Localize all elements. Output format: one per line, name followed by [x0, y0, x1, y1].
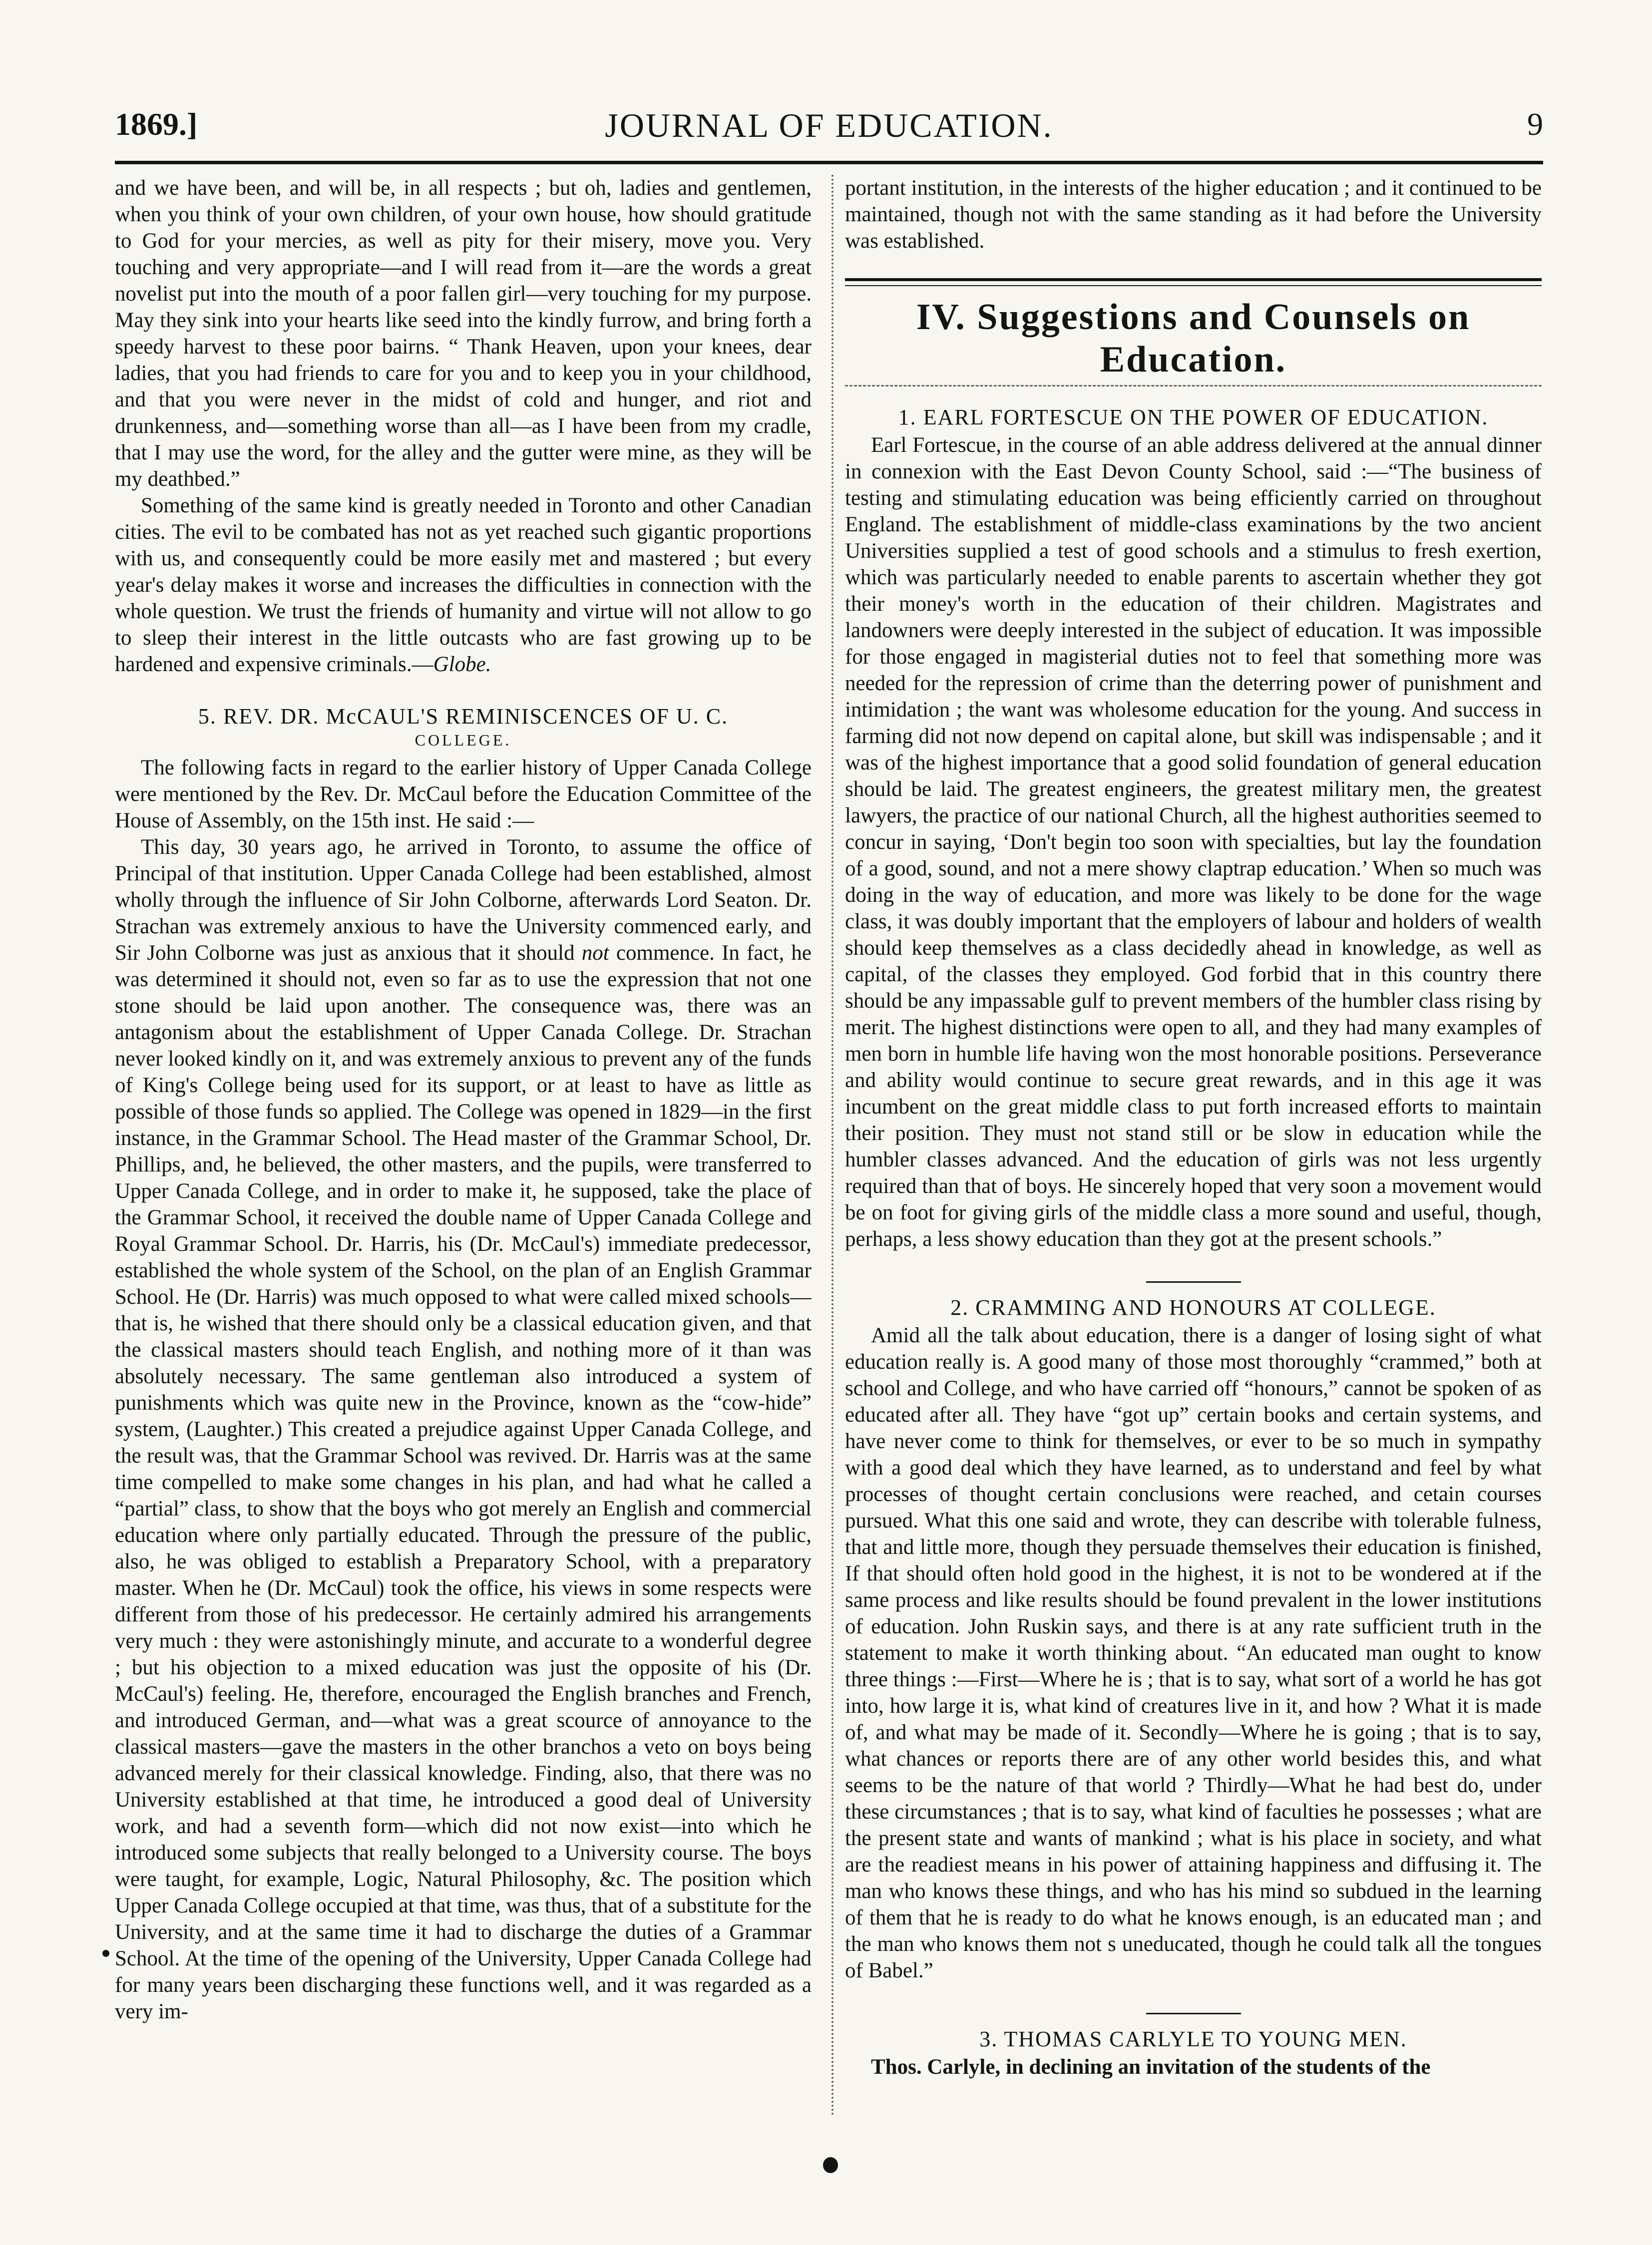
paragraph-fortescue: Earl Fortescue, in the course of an able address delivered at the annual dinner in connexion with the East Devon County School, said :—“The business of testing and stimulating education was being efficiently carried on throughout England. The establishment of middle-class examinations by the two ancient Universities supplied a test of good schools and a stimulus to fresh exertion, which was particularly needed to enable parents to ascertain whether they got their money's worth in the education of their children. Magistrates and landowners were deeply interested in the subject of education. It was impossible for those engaged in magisterial duties not to feel that something more was needed for the repression of crime than the deterring power of punishment and intimidation ; the want was wholesome education for the young. And success in farming did not now depend on capital alone, but skill was indispensable ; and it was of the highest importance that a good solid foundation of general education should be laid. The greatest engineers, the greatest military men, the greatest lawyers, the practice of our national Church, all the highest authorities seemed to concur in saying, ‘Don't begin too soon with specialties, but lay the foundation of a good, sound, and not a mere showy claptrap education.’ When so much was doing in the way of education, and more was likely to be done for the wage class, it was doubly important that the employers of labour and holders of wealth should keep themselves as a class decidedly ahead in knowledge, as well as capital, of the classes they employed. God forbid that in this country there should be any impassable gulf to prevent members of the humbler class rising by merit. The highest distinctions were open to all, and they had many examples of men born in humble life having won the most honorable positions. Perseverance and ability would continue to secure great rewards, and in this age it was incumbent on the great middle class to put forth increased efforts to maintain their position. They must not stand still or be slow in education while the humbler classes advanced. And the education of girls was not less urgently required than that of boys. He sincerely hoped that very soon a movement would be on foot for giving girls of the middle class a more sound and useful, though, perhaps, a less showy education than they got at the present schools.” — [845, 433, 1542, 1251]
emphasis-not: not — [581, 941, 609, 965]
section-5-subtitle: COLLEGE. — [414, 731, 512, 749]
paragraph-mccaul-intro: The following facts in regard to the earlier history of Upper Canada College were mentioned by the Rev. Dr. McCaul before the Education Committee of the House of Assembly, on the 15th inst. He said :— — [115, 756, 812, 832]
paragraph-cramming: Amid all the talk about education, there is a danger of losing sight of what education really is. A good many of those most thoroughly “crammed,” both at school and College, and who have carried off “honours,” cannot be spoken of as educated after all. They have “got up” certain books and certain systems, and have never come to think for themselves, or ever to be so much in sympathy with a good deal which they have learned, as to understand and feel by what processes of thought certain conclusions were reached, and cetain courses pursued. What this one said and wrote, they can describe with tolerable fulness, that and little more, though they persuade themselves their education is finished, If that should often hold good in the highest, it is not to be wondered at if the same process and like results should be found prevalent in the lower institutions of education. John Ruskin says, and there is at any rate sufficient truth in the statement to make it worth thinking about. “An educated man ought to know three things :—First—Where he is ; that is to say, what sort of a world he has got into, how large it is, what kind of creatures live in it, and how ? What it is made of, and what may be made of it. Secondly—Where he is going ; that is to say, what chances or reports there are of any other world besides this, and what seems to be the nature of that world ? Thirdly—What he had best do, under these circumstances ; that is to say, what kind of faculties he possesses ; what are the present state and wants of mankind ; what is his place in society, and what are the readiest means in his power of attaining happiness and diffusing it. The man who knows these things, and who has his mind so subdued in the learning of them that he is ready to do what he knows enough, is an educated man ; and the man who knows them not s uneducated, though he could talk all the tongues of Babel.” — [845, 1324, 1542, 1982]
paragraph-carlyle: Thos. Carlyle, in declining an invitation of the students of the — [871, 2055, 1431, 2079]
right-column — [845, 175, 1542, 2117]
paragraph-novelist-quote: and we have been, and will be, in all respects ; but oh, ladies and gentlemen, when you think of your own children, of your own house, how should gratitude to God for your mercies, as well as pity for their misery, move you. Very touching and very appropriate—and I will read from it—are the words a great novelist put into the mouth of a poor fallen girl—very touching for my purpose. May they sink into your hearts like seed into the kindly furrow, and bring forth a speedy harvest to these poor bairns. “ Thank Heaven, upon your knees, dear ladies, that you had friends to care for you and to keep you in your childhood, and that you were never in the midst of cold and hunger, and riot and drunkenness, and—something worse than all—as I have been from my cradle, that I may use the word, for the alley and the gutter were mine, as they will be my deathbed.” — [115, 176, 812, 491]
part-rule — [845, 278, 1542, 286]
section-rule-2 — [1146, 2013, 1241, 2014]
paragraph-canadian-cities-text: Something of the same kind is greatly needed in Toronto and other Canadian cities. The evil to be combated has not as yet reached such gigantic proportions with us, and consequently could be more easily met and mastered ; but every year's delay makes it worse and increases the difficulties in connection with the whole question. We trust the friends of humanity and virtue will not allow to go to sleep their interest in the little outcasts who are fast growing up to be hardened and expensive criminals.— — [115, 494, 812, 676]
part-iv-heading: IV. Suggestions and Counsels on Education. — [916, 297, 1471, 380]
left-column — [115, 175, 812, 2117]
reminiscences-text-a: This day, 30 years ago, he arrived in Toronto, to assume the office of Principal of that institution. Upper Canada College had been established, almost wholly through the influence of Sir John Colborne, afterwards Lord Seaton. Dr. Strachan was extremely anxious to have the University commenced early, and Sir John Colborne was just as anxious that it should — [115, 835, 812, 965]
section-3-title: 3. THOMAS CARLYLE TO YOUNG MEN. — [979, 2027, 1407, 2051]
paragraph-canadian-cities — [115, 492, 812, 678]
reminiscences-text-b: commence. In fact, he was determined it should not, even so far as to use the expression that not one stone should be laid upon another. The consequence was, there was an antagonism about the establishment of Upper Canada College. Dr. Strachan never looked kindly on it, and was extremely anxious to prevent any of the funds of King's College being used for its support, or at least to have as little as possible of those funds so applied. The College was opened in 1829—in the first instance, in the Grammar School. The Head master of the Grammar School, Dr. Phillips, and, he believed, the other masters, and the pupils, were transferred to Upper Canada College, and in order to make it, he supposed, take the place of the Grammar School, it received the double name of Upper Canada College and Royal Grammar School. Dr. Harris, his (Dr. McCaul's) immediate predecessor, established the whole system of the School, on the plan of an English Grammar School. He (Dr. Harris) was much opposed to what were called mixed schools—that is, he wished that there should only be a classical education given, and that the classical masters should teach English, and nothing more of it than was absolutely necessary. The same gentleman also introduced a system of punishments which was quite new in the Province, known as the “cow-hide” system, (Laughter.) This created a prejudice against Upper Canada College, and the result was, that the Grammar School was revived. Dr. Harris was at the same time compelled to make some changes in his plan, and had what he called a “partial” class, to show that the boys who got merely an English and commercial education where only partially educated. Through the pressure of the public, also, he was obliged to establish a Preparatory School, with a preparatory master. When he (Dr. McCaul) took the office, his views in some respects were different from those of his predecessor. He certainly admired his arrangements very much : they were astonishingly minute, and accurate to a wonderful degree ; but his objection to a mixed education was just the opposite of his (Dr. McCaul's) feeling. He, therefore, encouraged the English branches and French, and introduced German, and—what was a great scource of annoyance to the classical masters—gave the masters in the other branchos a veto on boys being advanced merely for their classical knowledge. Finding, also, that there was no University established at that time, he introduced a good deal of University work, and had a seventh form—which did not now exist—into which he introduced some subjects that really belonged to a University course. The boys were taught, for example, Logic, Natural Philosophy, &c. The position which Upper Canada College occupied at that time, was thus, that of a substitute for the University, and at the same time it had to discharge the duties of a Grammar School. At the time of the opening of the University, Upper Canada College had for many years been discharging these functions well, and it was regarded as a very im- — [115, 941, 812, 2023]
ink-dot — [823, 2157, 838, 2173]
part-dashed-rule — [845, 385, 1542, 386]
page-number: 9 — [1527, 106, 1543, 142]
header-year: 1869.] — [115, 106, 198, 142]
page-header — [115, 95, 1543, 150]
journal-title: JOURNAL OF EDUCATION. — [605, 106, 1053, 144]
section-5-title: 5. REV. DR. McCAUL'S REMINISCENCES OF U. C. — [198, 704, 729, 729]
section-rule — [1146, 1281, 1241, 1283]
section-1-title: 1. EARL FORTESCUE ON THE POWER OF EDUCATION. — [898, 405, 1489, 429]
source-globe: Globe. — [433, 653, 491, 676]
column-divider — [831, 175, 833, 2117]
margin-mark — [102, 1950, 109, 1957]
paragraph-mccaul-reminiscences — [115, 834, 812, 2025]
header-rule — [115, 161, 1543, 164]
section-2-title: 2. CRAMMING AND HONOURS AT COLLEGE. — [950, 1295, 1436, 1320]
paragraph-continued: portant institution, in the interests of the higher education ; and it continued to be maintained, though not with the same standing as it had before the University was established. — [845, 176, 1542, 253]
